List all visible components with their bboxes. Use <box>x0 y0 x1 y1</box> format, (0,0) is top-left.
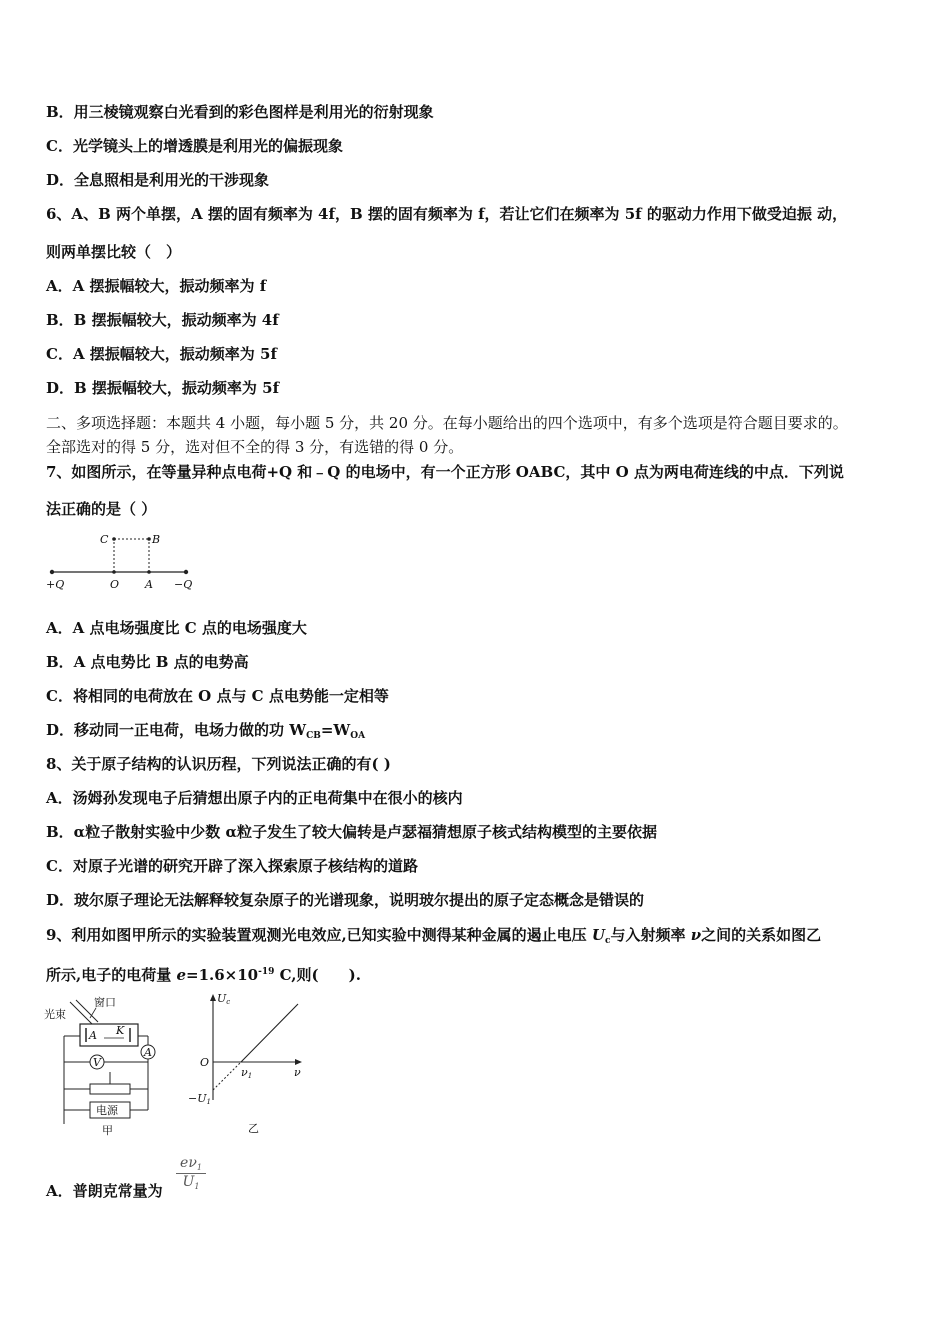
q7-stem-line2: 法正确的是（ ） <box>46 500 157 518</box>
origin-label: O <box>200 1056 210 1069</box>
q9-option-a-fraction <box>176 1155 206 1191</box>
c-label: C <box>100 533 109 546</box>
q7-option-c: C．将相同的电荷放在 O 点与 C 点电势能一定相等 <box>46 687 389 705</box>
section2-line1: 二、多项选择题：本题共 4 小题，每小题 5 分，共 20 分。在每小题给出的四个选项中，有多个选项是符合题目要求的。 <box>46 414 848 432</box>
q6-option-c: C．A 摆振幅较大，振动频率为 5f <box>46 345 277 363</box>
q5-option-d: D．全息照相是利用光的干涉现象 <box>46 171 270 189</box>
plus-q-label: +Q <box>46 578 65 591</box>
minus-q-point <box>184 570 188 574</box>
nu-axis-label: ν <box>294 1066 301 1079</box>
q9-stem-line1: 9、利用如图甲所示的实验装置观测光电效应,已知实验中测得某种金属的遏止电压 $U_c$与入射频率 ν之间的关系如图乙 <box>46 926 822 946</box>
window-label: 窗口 <box>94 996 116 1009</box>
section2-line2: 全部选对的得 5 分，选对但不全的得 3 分，有选错的得 0 分。 <box>46 438 464 456</box>
b-label: B <box>152 533 161 546</box>
figure-jia-caption: 甲 <box>102 1124 113 1137</box>
x-axis-arrow <box>295 1059 302 1065</box>
q6-option-b: B．B 摆振幅较大，振动频率为 4f <box>46 311 279 329</box>
ammeter-label: A <box>144 1046 152 1059</box>
figure-yi-caption: 乙 <box>248 1122 259 1135</box>
c-point <box>112 537 116 541</box>
q7-stem-line1: 7、如图所示，在等量异种点电荷+Q 和﹣Q 的电场中，有一个正方形 OABC，其中 O 点为两电荷连线的中点．下列说 <box>46 463 844 481</box>
power-source-label: 电源 <box>96 1104 118 1117</box>
rheostat <box>90 1084 130 1094</box>
plus-q-point <box>50 570 54 574</box>
cathode-label: K <box>116 1024 125 1037</box>
q9-option-a: A．普朗克常量为 <box>46 1182 163 1200</box>
q7-option-a: A．A 点电场强度比 C 点的电场强度大 <box>46 619 307 637</box>
q7-figure <box>40 528 200 594</box>
q8-option-d: D．玻尔原子理论无法解释较复杂原子的光谱现象，说明玻尔提出的原子定态概念是错误的 <box>46 891 645 909</box>
q8-option-a: A．汤姆孙发现电子后猜想出原子内的正电荷集中在很小的核内 <box>46 789 463 807</box>
q5-option-c: C．光学镜头上的增透膜是利用光的偏振现象 <box>46 137 343 155</box>
q6-option-d: D．B 摆振幅较大，振动频率为 5f <box>46 379 280 397</box>
b-point <box>147 537 151 541</box>
q8-option-c: C．对原子光谱的研究开辟了深入探索原子核结构的道路 <box>46 857 418 875</box>
q9-figure-graph <box>186 990 310 1140</box>
q7-option-b: B．A 点电势比 B 点的电势高 <box>46 653 249 671</box>
q6-option-a: A．A 摆振幅较大，振动频率为 f <box>46 277 267 295</box>
fraction-denominator: $U_1$ <box>182 1174 200 1191</box>
q9-stem-line2: 所示,电子的电荷量 $e=1.6\times 10^{-19}$ C,则( ). <box>46 966 361 984</box>
q7-option-d: D．移动同一正电荷，电场力做的功 $W_{CB}=W_{OA}$ <box>46 721 366 741</box>
anode-label: A <box>89 1029 97 1042</box>
nu1-label: ν1 <box>241 1066 253 1080</box>
graph-line-dashed <box>213 1062 241 1090</box>
a-label: A <box>145 578 153 591</box>
q6-stem-line1: 6、A、B 两个单摆，A 摆的固有频率为 4f，B 摆的固有频率为 f，若让它们在频率为 5f 的驱动力作用下做受迫振 动， <box>46 205 848 223</box>
light-beam-label: 光束 <box>44 1008 66 1021</box>
minus-q-label: −Q <box>174 578 193 591</box>
y-axis-arrow <box>210 994 216 1001</box>
neg-u1-label: −U1 <box>188 1092 211 1106</box>
q8-option-b: B．α粒子散射实验中少数 α粒子发生了较大偏转是卢瑟福猜想原子核式结构模型的主要依据 <box>46 823 657 841</box>
voltmeter-label: V <box>93 1056 101 1069</box>
q5-option-b: B．用三棱镜观察白光看到的彩色图样是利用光的衍射现象 <box>46 103 434 121</box>
uc-axis-label: Uc <box>217 992 231 1006</box>
q9-figure-apparatus <box>40 992 170 1140</box>
fraction-numerator: $e\nu_1$ <box>176 1155 206 1174</box>
q6-stem-line2: 则两单摆比较（ ） <box>46 243 182 261</box>
o-label: O <box>110 578 120 591</box>
q8-stem: 8、关于原子结构的认识历程，下列说法正确的有( ) <box>46 755 391 773</box>
graph-line-solid <box>241 1004 298 1062</box>
